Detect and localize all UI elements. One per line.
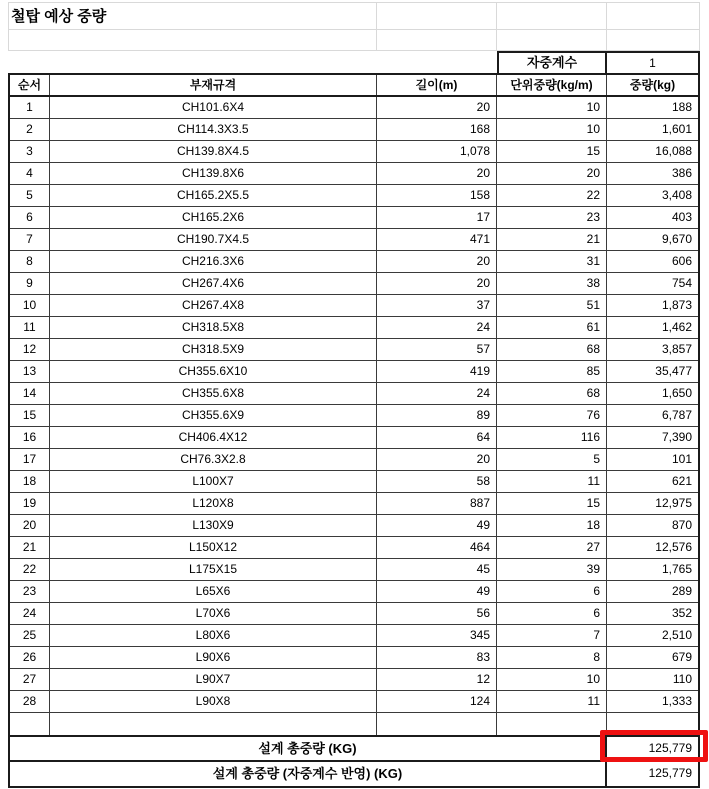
cell-length[interactable]: 83 <box>377 647 497 668</box>
cell-seq[interactable]: 25 <box>10 625 50 646</box>
coefficient-label-cell[interactable]: 자중계수 <box>497 51 607 73</box>
cell-unit-weight[interactable]: 8 <box>497 647 607 668</box>
cell-spec[interactable]: L150X12 <box>50 537 377 558</box>
cell-spec[interactable]: L90X8 <box>50 691 377 712</box>
cell-length[interactable]: 58 <box>377 471 497 492</box>
cell-weight[interactable]: 289 <box>671 584 692 598</box>
table-row <box>10 141 698 163</box>
cell-weight[interactable]: 12,576 <box>655 540 692 554</box>
cell-weight[interactable]: 1,333 <box>661 694 692 708</box>
cell-seq[interactable]: 27 <box>10 669 50 690</box>
cell-seq[interactable] <box>10 713 50 735</box>
cell-unit-weight[interactable]: 31 <box>497 251 607 272</box>
cell-length[interactable]: 64 <box>377 427 497 448</box>
cell-spec[interactable]: CH139.8X4.5 <box>50 141 377 162</box>
page-title: 철탑 예상 중량 <box>11 8 107 25</box>
cell-spec[interactable]: CH355.6X8 <box>50 383 377 404</box>
cell-unit-weight[interactable]: 51 <box>497 295 607 316</box>
cell-seq[interactable]: 16 <box>10 427 50 448</box>
summary-row-design-total-with-coefficient <box>8 762 700 788</box>
table-row <box>10 625 698 647</box>
top-grid <box>8 2 700 51</box>
cell-length[interactable]: 49 <box>377 515 497 536</box>
cell-weight[interactable]: 35,477 <box>655 364 692 378</box>
cell-unit-weight[interactable]: 27 <box>497 537 607 558</box>
coefficient-row <box>8 51 700 73</box>
cell-seq[interactable]: 11 <box>10 317 50 338</box>
summary-label[interactable]: 설계 총중량 (KG) <box>10 737 607 760</box>
header-length[interactable]: 길이(m) <box>377 75 497 95</box>
table-row <box>10 559 698 581</box>
cell-length[interactable]: 24 <box>377 317 497 338</box>
grid-cell[interactable] <box>607 2 700 30</box>
cell-unit-weight[interactable]: 21 <box>497 229 607 250</box>
cell-seq[interactable]: 8 <box>10 251 50 272</box>
cell-weight[interactable]: 101 <box>671 452 692 466</box>
table-row <box>10 427 698 449</box>
header-unit-weight[interactable]: 단위중량(kg/m) <box>497 75 607 95</box>
cell-unit-weight[interactable]: 15 <box>497 493 607 514</box>
cell-unit-weight[interactable]: 11 <box>497 471 607 492</box>
cell-length[interactable]: 20 <box>377 449 497 470</box>
table-row <box>10 97 698 119</box>
cell-spec[interactable]: CH406.4X12 <box>50 427 377 448</box>
table-row <box>10 581 698 603</box>
table-row <box>10 295 698 317</box>
empty-grid-row <box>8 30 700 51</box>
cell-weight[interactable]: 188 <box>671 100 692 114</box>
cell-unit-weight[interactable]: 20 <box>497 163 607 184</box>
cell-weight[interactable]: 110 <box>672 672 692 686</box>
cell-unit-weight[interactable]: 11 <box>497 691 607 712</box>
cell-spec[interactable]: L90X7 <box>50 669 377 690</box>
table-row <box>10 251 698 273</box>
cell-seq[interactable]: 19 <box>10 493 50 514</box>
cell-weight[interactable]: 16,088 <box>655 144 692 158</box>
table-row <box>10 669 698 691</box>
table-row <box>10 273 698 295</box>
cell-seq[interactable]: 5 <box>10 185 50 206</box>
cell-unit-weight[interactable]: 6 <box>497 603 607 624</box>
grid-cell[interactable] <box>377 30 497 51</box>
cell-spec[interactable]: CH101.6X4 <box>50 97 377 118</box>
table-row <box>10 207 698 229</box>
grid-cell[interactable] <box>497 2 607 30</box>
cell-spec[interactable]: L65X6 <box>50 581 377 602</box>
cell-seq[interactable]: 7 <box>10 229 50 250</box>
cell-seq[interactable]: 13 <box>10 361 50 382</box>
grid-cell[interactable] <box>377 2 497 30</box>
cell-length[interactable]: 57 <box>377 339 497 360</box>
table-row <box>10 537 698 559</box>
cell-unit-weight[interactable]: 68 <box>497 383 607 404</box>
cell-length[interactable]: 12 <box>377 669 497 690</box>
cell-unit-weight[interactable]: 10 <box>497 669 607 690</box>
cell-weight[interactable]: 1,462 <box>661 320 692 334</box>
summary-row-design-total <box>8 735 700 762</box>
cell-unit-weight[interactable]: 5 <box>497 449 607 470</box>
cell-length[interactable]: 158 <box>377 185 497 206</box>
cell-length[interactable]: 45 <box>377 559 497 580</box>
cell-unit-weight[interactable]: 22 <box>497 185 607 206</box>
table-row <box>10 163 698 185</box>
cell-spec[interactable]: L120X8 <box>50 493 377 514</box>
table-row <box>10 383 698 405</box>
cell-spec[interactable]: L175X15 <box>50 559 377 580</box>
cell-spec[interactable]: CH165.2X6 <box>50 207 377 228</box>
empty-table-row <box>10 713 698 735</box>
table-row <box>10 119 698 141</box>
cell-unit-weight[interactable]: 38 <box>497 273 607 294</box>
cell-seq[interactable]: 6 <box>10 207 50 228</box>
cell-spec[interactable]: CH190.7X4.5 <box>50 229 377 250</box>
cell-length[interactable]: 89 <box>377 405 497 426</box>
cell-weight[interactable] <box>607 713 698 735</box>
sheet-area <box>8 2 700 788</box>
cell-seq[interactable]: 4 <box>10 163 50 184</box>
cell-weight[interactable]: 621 <box>671 474 692 488</box>
cell-seq[interactable]: 20 <box>10 515 50 536</box>
cell-spec[interactable]: CH114.3X3.5 <box>50 119 377 140</box>
cell-spec[interactable]: CH355.6X9 <box>50 405 377 426</box>
cell-spec[interactable]: CH355.6X10 <box>50 361 377 382</box>
table-row <box>10 603 698 625</box>
table-row <box>10 493 698 515</box>
cell-length[interactable]: 49 <box>377 581 497 602</box>
cell-seq[interactable]: 1 <box>10 97 50 118</box>
cell-length[interactable]: 20 <box>377 273 497 294</box>
main-table <box>8 73 700 735</box>
cell-unit-weight[interactable]: 85 <box>497 361 607 382</box>
cell-seq[interactable]: 18 <box>10 471 50 492</box>
cell-weight[interactable]: 1,650 <box>661 386 692 400</box>
header-weight[interactable]: 중량(kg) <box>629 78 676 92</box>
cell-weight[interactable]: 7,390 <box>661 430 692 444</box>
cell-unit-weight[interactable]: 61 <box>497 317 607 338</box>
cell-unit-weight[interactable] <box>497 713 607 735</box>
cell-weight[interactable]: 606 <box>671 254 692 268</box>
coefficient-spacer <box>8 51 497 73</box>
table-body <box>10 97 698 713</box>
cell-spec[interactable]: CH139.8X6 <box>50 163 377 184</box>
header-seq[interactable]: 순서 <box>10 75 50 95</box>
summary-label[interactable]: 설계 총중량 (자중계수 반영) (KG) <box>10 762 607 786</box>
cell-seq[interactable]: 17 <box>10 449 50 470</box>
cell-spec[interactable]: L90X6 <box>50 647 377 668</box>
coefficient-value-cell[interactable]: 1 <box>607 51 700 73</box>
cell-seq[interactable]: 23 <box>10 581 50 602</box>
table-row <box>10 361 698 383</box>
cell-seq[interactable]: 21 <box>10 537 50 558</box>
cell-spec[interactable]: L130X9 <box>50 515 377 536</box>
table-header-row <box>10 75 698 97</box>
cell-seq[interactable]: 12 <box>10 339 50 360</box>
cell-length[interactable]: 24 <box>377 383 497 404</box>
cell-weight[interactable]: 1,601 <box>661 122 692 136</box>
table-row <box>10 339 698 361</box>
cell-weight[interactable]: 3,857 <box>661 342 692 356</box>
cell-weight[interactable]: 6,787 <box>661 408 692 422</box>
cell-seq[interactable]: 3 <box>10 141 50 162</box>
cell-length[interactable]: 17 <box>377 207 497 228</box>
cell-length[interactable]: 168 <box>377 119 497 140</box>
table-row <box>10 317 698 339</box>
cell-seq[interactable]: 10 <box>10 295 50 316</box>
cell-unit-weight[interactable]: 7 <box>497 625 607 646</box>
summary-value[interactable]: 125,779 <box>648 741 692 755</box>
cell-unit-weight[interactable]: 18 <box>497 515 607 536</box>
cell-seq[interactable]: 26 <box>10 647 50 668</box>
cell-unit-weight[interactable]: 10 <box>497 119 607 140</box>
title-cell[interactable] <box>8 2 377 30</box>
cell-weight[interactable]: 754 <box>671 276 692 290</box>
cell-weight[interactable]: 386 <box>671 166 692 180</box>
table-row <box>10 515 698 537</box>
cell-unit-weight[interactable]: 76 <box>497 405 607 426</box>
cell-seq[interactable]: 24 <box>10 603 50 624</box>
cell-length[interactable]: 345 <box>377 625 497 646</box>
cell-spec[interactable]: CH267.4X8 <box>50 295 377 316</box>
table-row <box>10 405 698 427</box>
table-row <box>10 647 698 669</box>
cell-unit-weight[interactable]: 39 <box>497 559 607 580</box>
cell-length[interactable]: 419 <box>377 361 497 382</box>
table-row <box>10 691 698 713</box>
cell-spec[interactable]: L80X6 <box>50 625 377 646</box>
cell-seq[interactable]: 14 <box>10 383 50 404</box>
title-row <box>8 2 700 30</box>
cell-length[interactable]: 1,078 <box>377 141 497 162</box>
cell-length[interactable]: 887 <box>377 493 497 514</box>
cell-length[interactable] <box>377 713 497 735</box>
table-row <box>10 229 698 251</box>
cell-spec[interactable]: CH267.4X6 <box>50 273 377 294</box>
grid-cell[interactable] <box>607 30 700 51</box>
cell-weight[interactable]: 1,873 <box>661 298 692 312</box>
cell-unit-weight[interactable]: 6 <box>497 581 607 602</box>
cell-spec[interactable]: L100X7 <box>50 471 377 492</box>
cell-unit-weight[interactable]: 23 <box>497 207 607 228</box>
cell-weight[interactable]: 12,975 <box>655 496 692 510</box>
table-row <box>10 471 698 493</box>
grid-cell[interactable] <box>497 30 607 51</box>
cell-weight[interactable]: 3,408 <box>661 188 692 202</box>
cell-length[interactable]: 20 <box>377 163 497 184</box>
cell-unit-weight[interactable]: 10 <box>497 97 607 118</box>
cell-length[interactable]: 124 <box>377 691 497 712</box>
cell-length[interactable]: 464 <box>377 537 497 558</box>
cell-unit-weight[interactable]: 15 <box>497 141 607 162</box>
cell-length[interactable]: 56 <box>377 603 497 624</box>
cell-spec[interactable]: CH318.5X9 <box>50 339 377 360</box>
table-row <box>10 185 698 207</box>
cell-weight[interactable]: 2,510 <box>661 628 692 642</box>
cell-length[interactable]: 37 <box>377 295 497 316</box>
cell-seq[interactable]: 28 <box>10 691 50 712</box>
cell-length[interactable]: 471 <box>377 229 497 250</box>
cell-seq[interactable]: 9 <box>10 273 50 294</box>
grid-cell[interactable] <box>8 30 377 51</box>
cell-weight[interactable]: 870 <box>671 518 692 532</box>
cell-spec[interactable]: CH76.3X2.8 <box>50 449 377 470</box>
cell-spec[interactable]: CH165.2X5.5 <box>50 185 377 206</box>
summary-value[interactable]: 125,779 <box>648 766 692 780</box>
cell-unit-weight[interactable]: 116 <box>497 427 607 448</box>
cell-spec[interactable]: CH216.3X6 <box>50 251 377 272</box>
cell-seq[interactable]: 22 <box>10 559 50 580</box>
cell-length[interactable]: 20 <box>377 97 497 118</box>
cell-weight[interactable]: 9,670 <box>661 232 692 246</box>
cell-unit-weight[interactable]: 68 <box>497 339 607 360</box>
cell-spec[interactable]: L70X6 <box>50 603 377 624</box>
table-row <box>10 449 698 471</box>
cell-weight[interactable]: 679 <box>671 650 692 664</box>
cell-spec[interactable]: CH318.5X8 <box>50 317 377 338</box>
cell-seq[interactable]: 15 <box>10 405 50 426</box>
cell-weight[interactable]: 403 <box>671 210 692 224</box>
cell-spec[interactable] <box>50 713 377 735</box>
cell-length[interactable]: 20 <box>377 251 497 272</box>
header-spec[interactable]: 부재규격 <box>50 75 377 95</box>
cell-weight[interactable]: 1,765 <box>661 562 692 576</box>
cell-seq[interactable]: 2 <box>10 119 50 140</box>
cell-weight[interactable]: 352 <box>671 606 692 620</box>
